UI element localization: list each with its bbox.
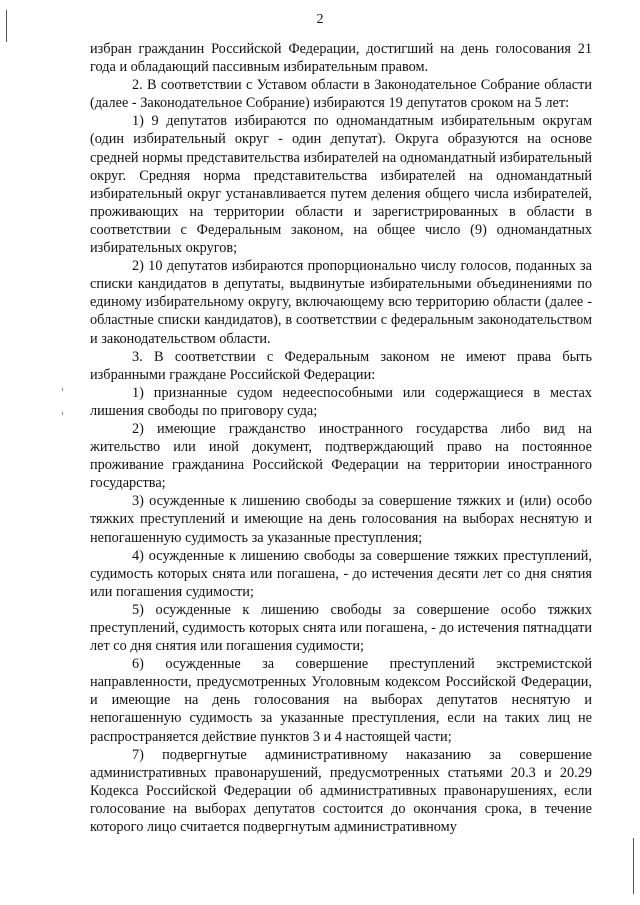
- scan-artifact: [62, 388, 63, 391]
- paragraph: 2) 10 депутатов избираются пропорционально числу голосов, поданных за списки кандидатов в депутаты, выдвинутые избирательными объединениями по единому избирательному округу, включающему всю территорию области (далее - областные списки кандидатов), в соответствии с федеральным законодательством и законодательством области.: [90, 258, 592, 347]
- paragraph: 3. В соответствии с Федеральным законом не имеют права быть избранными граждане Российской Федерации:: [90, 348, 592, 383]
- scan-artifact: [62, 412, 63, 415]
- paragraph: 7) подвергнутые административному наказанию за совершение административных правонарушений, предусмотренных статьями 20.3 и 20.29 Кодекса Российской Федерации об административных правонарушениях, если голосование на выборах депутатов состоится до окончания срока, в течение которого лицо считается подвергнутым административному: [90, 746, 592, 836]
- paragraph: 2) имеющие гражданство иностранного государства либо вид на жительство или иной документ, подтверждающий право на постоянное проживание гражданина Российской Федерации на территории иностранного государства;: [90, 420, 592, 492]
- paragraph: 4) осужденные к лишению свободы за совершение тяжких преступлений, судимость которых снята или погашена, - до истечения десяти лет со дня снятия или погашения судимости;: [90, 547, 592, 600]
- paragraph: 5) осужденные к лишению свободы за совершение особо тяжких преступлений, судимость которых снята или погашена, - до истечения пятнадцати лет со дня снятия или погашения судимости;: [90, 601, 592, 655]
- page-number: 2: [316, 12, 324, 27]
- paragraph: 3) осужденные к лишению свободы за совершение тяжких и (или) особо тяжких преступлений и имеющие на день голосования на выборах неснятую и непогашенную судимость за указанные преступления;: [90, 493, 592, 546]
- paragraph: 1) 9 депутатов избираются по одномандатным избирательным округам (один избирательный округ - один депутат). Округа образуются на основе средней нормы представительства избирателей на одномандатный избирательный округ. Средняя норма представительства избирателей на одномандатный избирательный округ устанавливается путем деления общего числа избирателей, проживающих на территории области и зарегистрированных в области в соответствии с Федеральным законом, на общее число (9) одномандатных избирательных округов;: [90, 113, 592, 257]
- document-body: [90, 40, 592, 836]
- scan-edge-mark: [633, 838, 634, 894]
- paragraph: избран гражданин Российской Федерации, достигший на день голосования 21 года и обладающий пассивным избирательным правом.: [90, 41, 592, 76]
- paragraph: 1) признанные судом недееспособными или содержащиеся в местах лишения свободы по приговору суда;: [90, 384, 592, 419]
- paragraph: 6) осужденные за совершение преступлений экстремистской направленности, предусмотренных Уголовным кодексом Российской Федерации, и имеющие на день голосования на выборах депутатов неснятую и непогашенную судимость за указанные преступления, если на таких лиц не распространяется действие пунктов 3 и 4 настоящей части;: [90, 656, 592, 745]
- paragraph: 2. В соответствии с Уставом области в Законодательное Собрание области (далее - Законодательное Собрание) избираются 19 депутатов сроком на 5 лет:: [90, 77, 592, 112]
